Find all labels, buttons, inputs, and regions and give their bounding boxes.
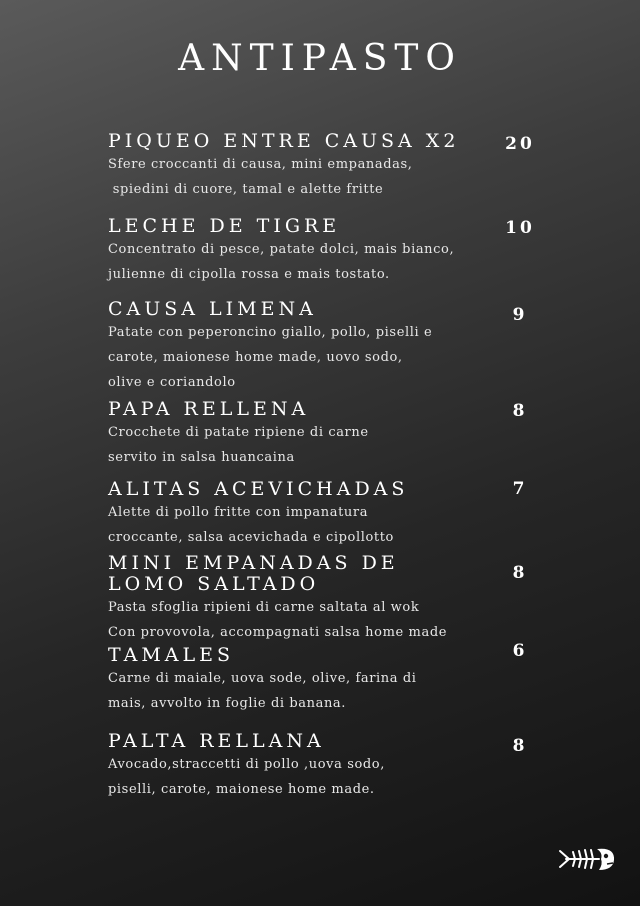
item-name: CAUSA LIMENA: [108, 298, 317, 320]
page-title: ANTIPASTO: [178, 38, 462, 79]
item-price: 6: [512, 641, 528, 661]
item-name: PALTA RELLANA: [108, 730, 325, 752]
item-description: Sfere croccanti di causa, mini empanadas, spiedini di cuore, tamal e alette fritte: [108, 157, 413, 197]
menu-item: [108, 131, 528, 202]
item-price: 9: [512, 305, 528, 325]
item-name: PIQUEO ENTRE CAUSA X2: [108, 130, 460, 152]
item-price: 8: [512, 563, 528, 583]
item-description: Alette di pollo fritte con impanatura croccante, salsa acevichada e cipollotto: [108, 505, 394, 545]
menu-item: [108, 553, 528, 645]
item-price: 10: [505, 218, 535, 238]
item-name: MINI EMPANADAS DE LOMO SALTADO: [108, 552, 399, 595]
item-description: Patate con peperoncino giallo, pollo, piselli e carote, maionese home made, uovo sodo, olive e coriandolo: [108, 325, 433, 390]
menu-item: [108, 479, 528, 550]
item-description: Carne di maiale, uova sode, olive, farina di mais, avvolto in foglie di banana.: [108, 671, 417, 711]
menu-item: [108, 645, 528, 716]
item-price: 20: [505, 134, 535, 154]
item-description: Pasta sfoglia ripieni di carne saltata al wok Con provovola, accompagnati salsa home made: [108, 600, 448, 640]
item-price: 8: [512, 736, 528, 756]
menu-item: [108, 299, 528, 395]
item-name: TAMALES: [108, 644, 235, 666]
menu-item: [108, 216, 528, 287]
item-price: 7: [512, 479, 528, 499]
item-price: 8: [512, 401, 528, 421]
item-description: Avocado,straccetti di pollo ,uova sodo, piselli, carote, maionese home made.: [108, 757, 385, 797]
item-name: LECHE DE TIGRE: [108, 215, 341, 237]
menu-item: [108, 399, 528, 470]
item-name: PAPA RELLENA: [108, 398, 310, 420]
fish-skeleton-icon: [557, 842, 617, 876]
item-description: Concentrato di pesce, patate dolci, mais bianco, julienne di cipolla rossa e mais tostato.: [108, 242, 455, 282]
menu-item: [108, 731, 528, 802]
item-name: ALITAS ACEVICHADAS: [108, 478, 409, 500]
item-description: Crocchete di patate ripiene di carne servito in salsa huancaina: [108, 425, 369, 465]
